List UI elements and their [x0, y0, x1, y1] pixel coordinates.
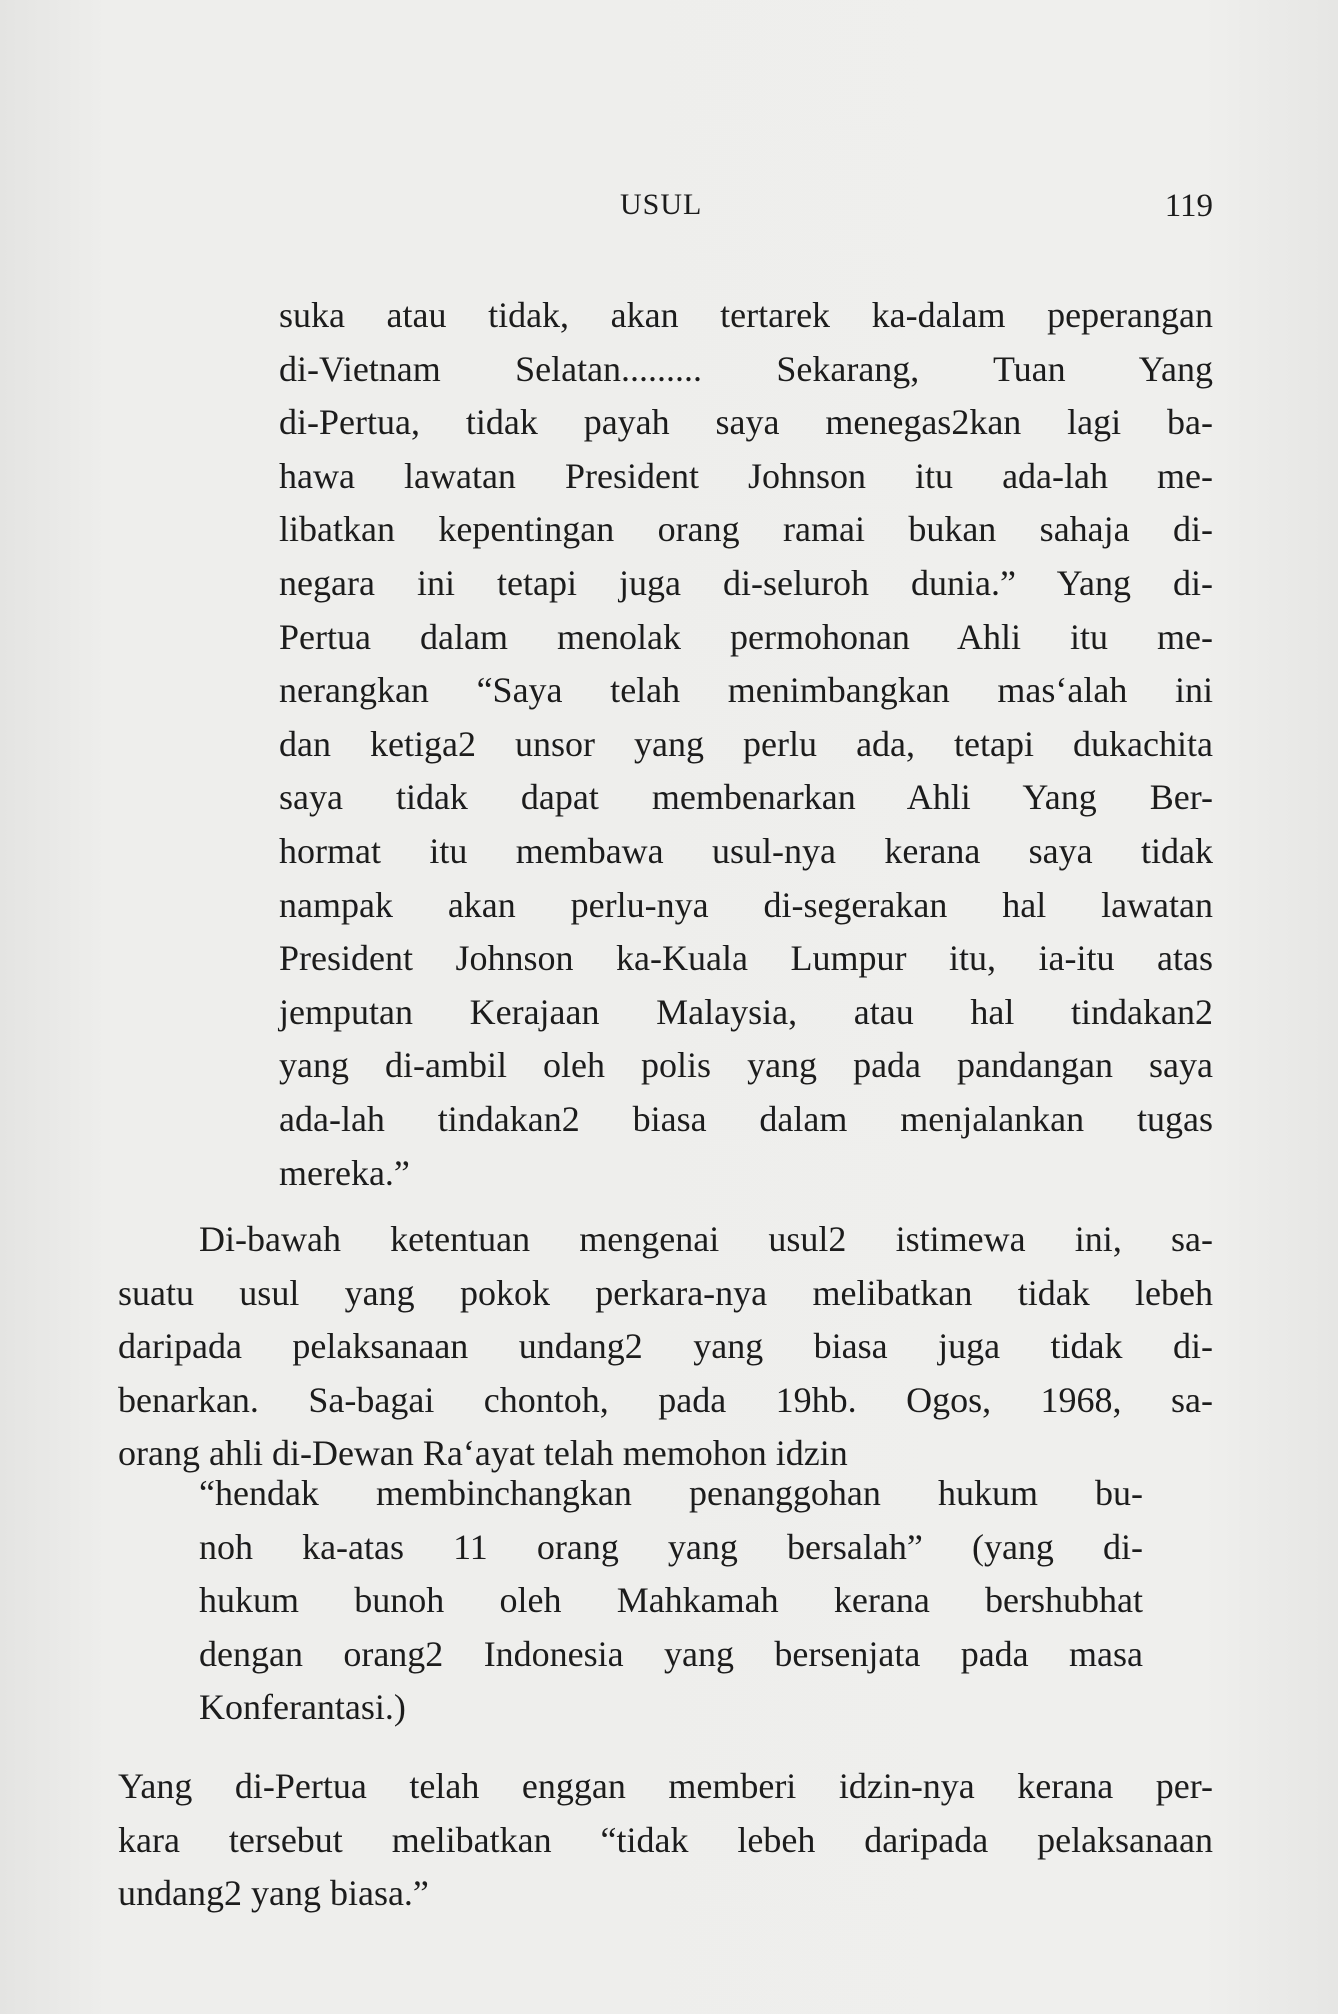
- text-line: saya tidak dapat membenarkan Ahli Yang Ber-: [279, 777, 1213, 818]
- text-line: noh ka-atas 11 orang yang bersalah” (yang di-: [199, 1526, 1143, 1567]
- text-line: yang di-ambil oleh polis yang pada pandangan saya: [279, 1045, 1213, 1086]
- text-line: ada-lah tindakan2 biasa dalam menjalankan tugas: [279, 1099, 1213, 1139]
- text-line: suka atau tidak, akan tertarek ka-dalam peperangan: [279, 295, 1213, 335]
- text-line: “hendak membinchangkan penanggohan hukum bu-: [199, 1473, 1143, 1513]
- text-line: negara ini tetapi juga di-seluroh dunia.” Yang di-: [279, 563, 1213, 603]
- text-line: hukum bunoh oleh Mahkamah kerana bershubhat: [199, 1580, 1143, 1621]
- text-line: hawa lawatan President Johnson itu ada-lah me-: [279, 455, 1213, 496]
- text-line: benarkan. Sa-bagai chontoh, pada 19hb. Ogos, 1968, sa-: [118, 1379, 1213, 1420]
- text-line: President Johnson ka-Kuala Lumpur itu, ia-itu atas: [279, 938, 1213, 979]
- text-line: dengan orang2 Indonesia yang bersenjata pada masa: [199, 1633, 1143, 1674]
- text-line: mereka.”: [279, 1152, 410, 1193]
- text-line: dan ketiga2 unsor yang perlu ada, tetapi dukachita: [279, 723, 1213, 764]
- text-line: Di-bawah ketentuan mengenai usul2 istimewa ini, sa-: [199, 1219, 1213, 1259]
- text-line: jemputan Kerajaan Malaysia, atau hal tindakan2: [279, 991, 1213, 1032]
- text-line: libatkan kepentingan orang ramai bukan sahaja di-: [279, 509, 1213, 550]
- page-number: 119: [1164, 188, 1213, 224]
- running-head: [0, 188, 1338, 232]
- text-line: hormat itu membawa usul-nya kerana saya tidak: [279, 831, 1213, 871]
- text-line: Yang di-Pertua telah enggan memberi idzin-nya kerana per-: [118, 1766, 1213, 1806]
- text-line: di-Vietnam Selatan......... Sekarang, Tuan Yang: [279, 348, 1213, 389]
- text-line: undang2 yang biasa.”: [118, 1873, 429, 1914]
- text-line: kara tersebut melibatkan “tidak lebeh daripada pelaksanaan: [118, 1819, 1213, 1860]
- running-head-title: USUL: [620, 188, 703, 221]
- text-line: di-Pertua, tidak payah saya menegas2kan lagi ba-: [279, 402, 1213, 443]
- text-line: orang ahli di-Dewan Ra‘ayat telah memohon idzin: [118, 1433, 848, 1474]
- text-line: Konferantasi.): [199, 1687, 406, 1728]
- text-line: nampak akan perlu-nya di-segerakan hal lawatan: [279, 884, 1213, 925]
- text-line: suatu usul yang pokok perkara-nya melibatkan tidak lebeh: [118, 1272, 1213, 1313]
- text-line: daripada pelaksanaan undang2 yang biasa juga tidak di-: [118, 1326, 1213, 1367]
- text-line: nerangkan “Saya telah menimbangkan mas‘alah ini: [279, 670, 1213, 711]
- text-line: Pertua dalam menolak permohonan Ahli itu me-: [279, 616, 1213, 657]
